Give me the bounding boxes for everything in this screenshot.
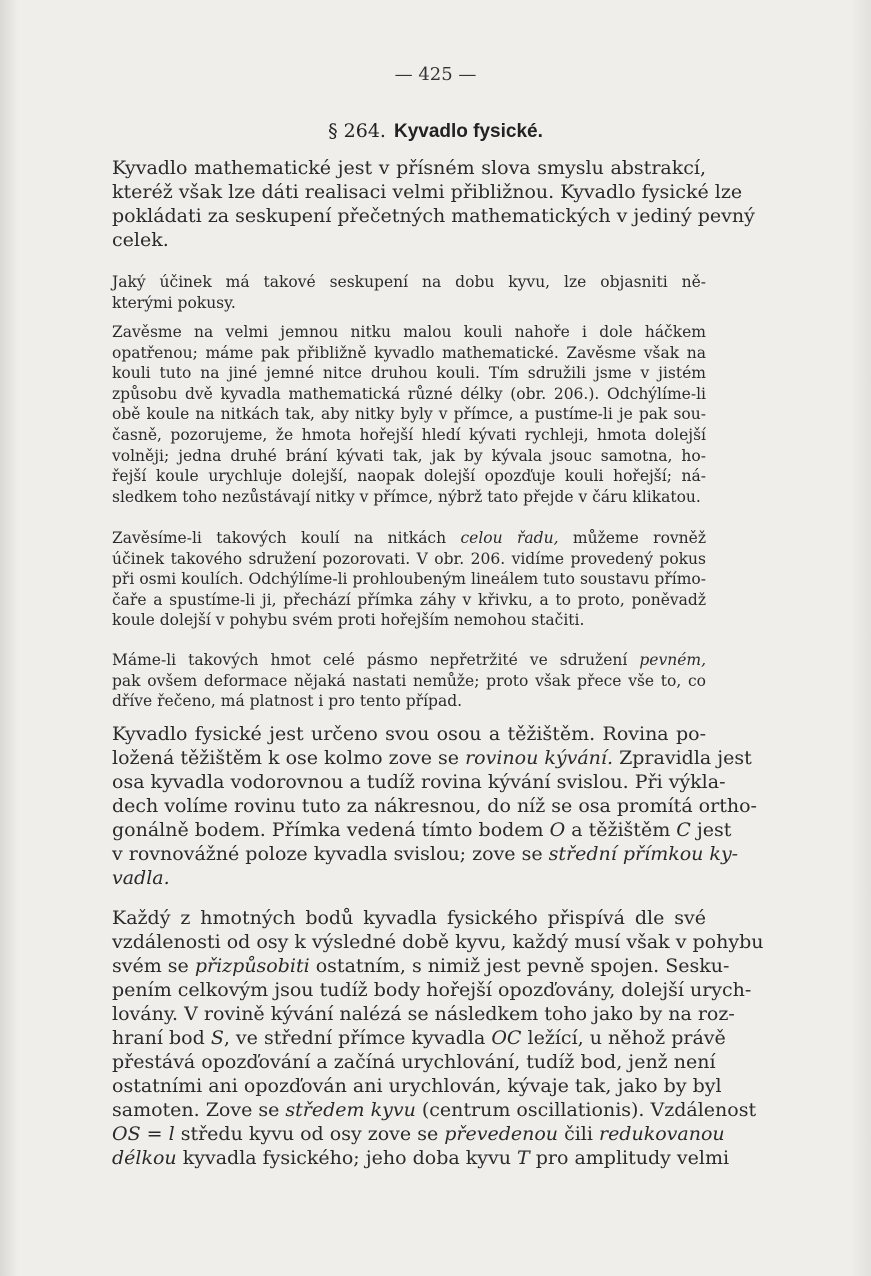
emphasis: délkou	[112, 1147, 177, 1169]
text-line	[52, 650, 706, 671]
paragraph-3	[52, 322, 706, 507]
text-line	[52, 842, 739, 866]
text-line	[52, 1098, 757, 1122]
text-line: pením celkovým jsou tudíž body hořejší opozďovány, dolejší urych-	[112, 979, 752, 1001]
text-line	[52, 1026, 726, 1050]
emphasis: redukovanou	[598, 1123, 725, 1145]
section-heading	[0, 120, 871, 143]
text-line: opatřenou; máme pak přibližně kyvadlo mathematické. Zavěsme však na	[112, 343, 706, 362]
text-run: středu kyvu od osy zove se	[174, 1123, 445, 1145]
text-run: gonálně bodem. Přímka vedená tímto bodem	[112, 819, 550, 841]
emphasis: rovinou kývání.	[465, 747, 614, 769]
text-line: Kyvadlo mathematické jest v přísném slova smyslu abstrakcí,	[112, 157, 706, 179]
paragraph-2	[52, 272, 706, 313]
emphasis: středem kyvu	[285, 1099, 416, 1121]
text-run: =	[140, 1123, 169, 1145]
emphasis: převedenou	[444, 1123, 559, 1145]
text-run: ostatním, s nimiž jest pevně spojen. Sesku-	[309, 955, 730, 977]
text-line: řejší koule urychluje dolejší, naopak dolejší opozďuje kouli hořejší; ná-	[112, 467, 706, 486]
text-line: celek.	[112, 229, 169, 251]
text-line: časně, pozorujeme, že hmota hořejší hledí kývati rychleji, hmota dolejší	[112, 425, 706, 444]
text-line: přestává opozďování a začíná urychlování, tudíž bod, jenž není	[112, 1051, 716, 1073]
emphasis: T	[517, 1147, 530, 1169]
emphasis: OS	[112, 1123, 141, 1145]
emphasis: O	[549, 819, 566, 841]
paragraph-4	[52, 528, 706, 631]
text-line: dech volíme rovinu tuto za nákresnou, do níž se osa promítá ortho-	[112, 795, 757, 817]
text-line: koule dolejší v pohybu svém proti hořejším nemohou stačiti.	[112, 611, 585, 630]
text-line: ostatními ani opozďován ani urychlován, kývaje tak, jako by byl	[112, 1075, 722, 1097]
paragraph-5	[52, 650, 706, 712]
text-run: pro amplitudy velmi	[529, 1147, 730, 1169]
text-run: , ve střední přímce kyvadla	[223, 1027, 492, 1049]
section-title: Kyvadlo fysické.	[393, 121, 543, 142]
text-line: osa kyvadla vodorovnou a tudíž rovina kývání svislou. Při výkla-	[112, 771, 726, 793]
text-run: můžeme rovněž	[558, 529, 706, 547]
text-line: pak ovšem deformace nějaká nastati nemůže; proto však přece vše to, co	[112, 671, 706, 690]
text-run: Zpravidla jest	[613, 747, 752, 769]
paragraph-6	[52, 722, 757, 890]
text-line: účinek takového sdružení pozorovati. V obr. 206. vidíme provedený pokus	[112, 549, 706, 568]
text-line	[52, 866, 706, 890]
text-run: svém se	[112, 955, 195, 977]
text-run: hraní bod	[112, 1027, 211, 1049]
section-number: § 264.	[328, 120, 386, 142]
text-run: a těžištěm	[565, 819, 677, 841]
text-line: obě koule na nitkách tak, aby nitky byly v přímce, a pustíme-li je pak sou-	[112, 405, 706, 424]
emphasis: OC	[491, 1027, 522, 1049]
text-line: kterými pokusy.	[112, 293, 236, 312]
text-run: čili	[558, 1123, 599, 1145]
page-number: — 425 —	[394, 64, 477, 85]
text-line: pokládati za seskupení přečetných mathematických v jediný pevný	[112, 205, 755, 227]
text-line: sledkem toho nezůstávají nitky v přímce, nýbrž tato přejde v čáru klikatou.	[112, 487, 701, 506]
text-line	[52, 528, 706, 549]
emphasis: l	[168, 1123, 175, 1145]
text-run: jest	[690, 819, 732, 841]
text-line	[52, 818, 732, 842]
text-line: lovány. V rovině kývání nalézá se následkem toho jako by na roz-	[112, 1003, 735, 1025]
paragraph-7	[52, 906, 764, 1170]
text-line	[52, 746, 752, 770]
text-run: (centrum oscillationis). Vzdálenost	[415, 1099, 757, 1121]
text-line: Zavěsme na velmi jemnou nitku malou kouli nahoře i dole háčkem	[112, 323, 706, 341]
text-line: vzdálenosti od osy k výsledné době kyvu, každý musí však v pohybu	[112, 931, 764, 953]
text-line: dříve řečeno, má platnost i pro tento případ.	[112, 692, 463, 711]
text-line	[52, 954, 730, 978]
text-run: ložená těžištěm k ose kolmo zove se	[112, 747, 466, 769]
text-line: volněji; jedna druhé brání kývati tak, jak by kývala jsouc samotna, ho-	[112, 446, 706, 465]
text-line: Kyvadlo fysické jest určeno svou osou a těžištěm. Rovina po-	[112, 723, 706, 745]
text-run: kyvadla fysického; jeho doba kyvu	[176, 1147, 517, 1169]
text-run: Máme-li takových hmot celé pásmo nepřetržité ve sdružení	[112, 651, 640, 669]
text-line: způsobu dvě kyvadla mathematická různé délky (obr. 206.). Odchýlíme-li	[112, 384, 706, 403]
emphasis: S	[210, 1027, 224, 1049]
text-run: ležící, u něhož právě	[521, 1027, 726, 1049]
text-run: Zavěsíme-li takových koulí na nitkách	[112, 529, 461, 547]
text-run: samoten. Zove se	[112, 1099, 286, 1121]
emphasis: pevném,	[639, 651, 706, 669]
text-line: kouli tuto na jiné jemné nitce druhou kouli. Tím sdružili jsme v jistém	[112, 364, 706, 383]
emphasis: C	[676, 819, 691, 841]
paragraph-1	[52, 156, 755, 252]
text-line: Každý z hmotných bodů kyvadla fysického přispívá dle své	[112, 907, 706, 929]
emphasis: vadla.	[112, 867, 170, 889]
text-line: čaře a spustíme-li ji, přechází přímka záhy v křivku, a to proto, poněvadž	[112, 590, 706, 609]
text-line: kteréž však lze dáti realisaci velmi přibližnou. Kyvadlo fysické lze	[112, 181, 743, 203]
text-run: v rovnovážné poloze kyvadla svislou; zove se	[112, 843, 549, 865]
emphasis: střední přímkou ky-	[548, 843, 739, 865]
text-line	[52, 1122, 725, 1146]
text-line: Jaký účinek má takové seskupení na dobu kyvu, lze objasniti ně-	[112, 273, 706, 291]
text-line: při osmi koulích. Odchýlíme-li prohloubeným lineálem tuto soustavu přímo-	[112, 570, 706, 589]
text-line	[52, 1146, 730, 1170]
emphasis: přizpůsobiti	[194, 955, 310, 977]
emphasis: celou řadu,	[460, 529, 559, 547]
